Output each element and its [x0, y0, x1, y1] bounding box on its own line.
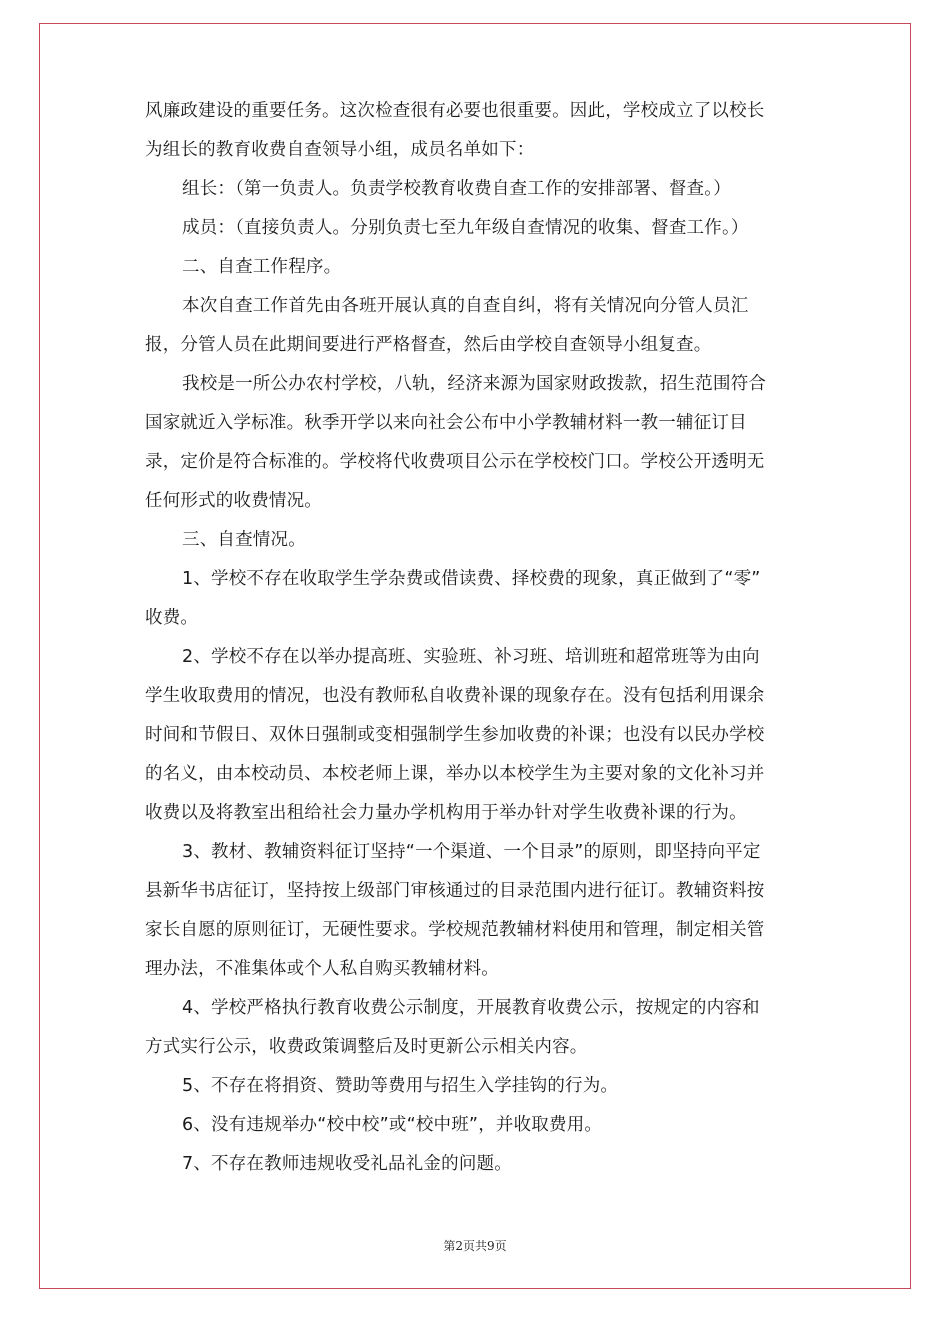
text-line: 家长自愿的原则征订，无硬性要求。学校规范教辅材料使用和管理，制定相关管	[145, 920, 765, 940]
text-line: 5、不存在将捐资、赞助等费用与招生入学挂钩的行为。	[182, 1076, 619, 1096]
text-line: 理办法，不准集体或个人私自购买教辅材料。	[145, 959, 499, 979]
text-line: 成员：（直接负责人。分别负责七至九年级自查情况的收集、督查工作。）	[182, 218, 749, 238]
text-line: 收费以及将教室出租给社会力量办学机构用于举办针对学生收费补课的行为。	[145, 803, 747, 823]
text-line: 为组长的教育收费自查领导小组，成员名单如下：	[145, 140, 535, 160]
text-line: 风廉政建设的重要任务。这次检查很有必要也很重要。因此，学校成立了以校长	[145, 101, 765, 121]
text-line: 2、学校不存在以举办提高班、实验班、补习班、培训班和超常班等为由向	[182, 647, 760, 667]
text-line: 任何形式的收费情况。	[145, 491, 322, 511]
text-line: 6、没有违规举办“校中校”或“校中班”，并收取费用。	[182, 1115, 603, 1135]
text-line: 本次自查工作首先由各班开展认真的自查自纠，将有关情况向分管人员汇	[182, 296, 749, 316]
section-heading: 二、自查工作程序。	[182, 257, 342, 277]
text-line: 的名义，由本校动员、本校老师上课，举办以本校学生为主要对象的文化补习并	[145, 764, 765, 784]
text-line: 报，分管人员在此期间要进行严格督查，然后由学校自查领导小组复查。	[145, 335, 712, 355]
page-number: 第2页共9页	[443, 1239, 507, 1253]
text-line: 方式实行公示，收费政策调整后及时更新公示相关内容。	[145, 1037, 588, 1057]
text-line: 时间和节假日、双休日强制或变相强制学生参加收费的补课；也没有以民办学校	[145, 725, 765, 745]
text-line: 7、不存在教师违规收受礼品礼金的问题。	[182, 1154, 512, 1174]
text-line: 国家就近入学标准。秋季开学以来向社会公布中小学教辅材料一教一辅征订目	[145, 413, 747, 433]
text-line: 组长：（第一负责人。负责学校教育收费自查工作的安排部署、督查。）	[182, 179, 731, 199]
text-line: 录，定价是符合标准的。学校将代收费项目公示在学校校门口。学校公开透明无	[145, 452, 765, 472]
section-heading: 三、自查情况。	[182, 530, 306, 550]
text-line: 我校是一所公办农村学校，八轨，经济来源为国家财政拨款，招生范围符合	[182, 374, 767, 394]
text-line: 4、学校严格执行教育收费公示制度，开展教育收费公示，按规定的内容和	[182, 998, 760, 1018]
text-line: 3、教材、教辅资料征订坚持“一个渠道、一个目录”的原则，即坚持向平定	[182, 842, 761, 862]
text-line: 收费。	[145, 608, 199, 628]
text-line: 县新华书店征订，坚持按上级部门审核通过的目录范围内进行征订。教辅资料按	[145, 881, 765, 901]
document-body	[145, 92, 807, 1184]
text-line: 学生收取费用的情况，也没有教师私自收费补课的现象存在。没有包括利用课余	[145, 686, 765, 706]
text-line: 1、学校不存在收取学生学杂费或借读费、择校费的现象，真正做到了“零”	[182, 569, 761, 589]
